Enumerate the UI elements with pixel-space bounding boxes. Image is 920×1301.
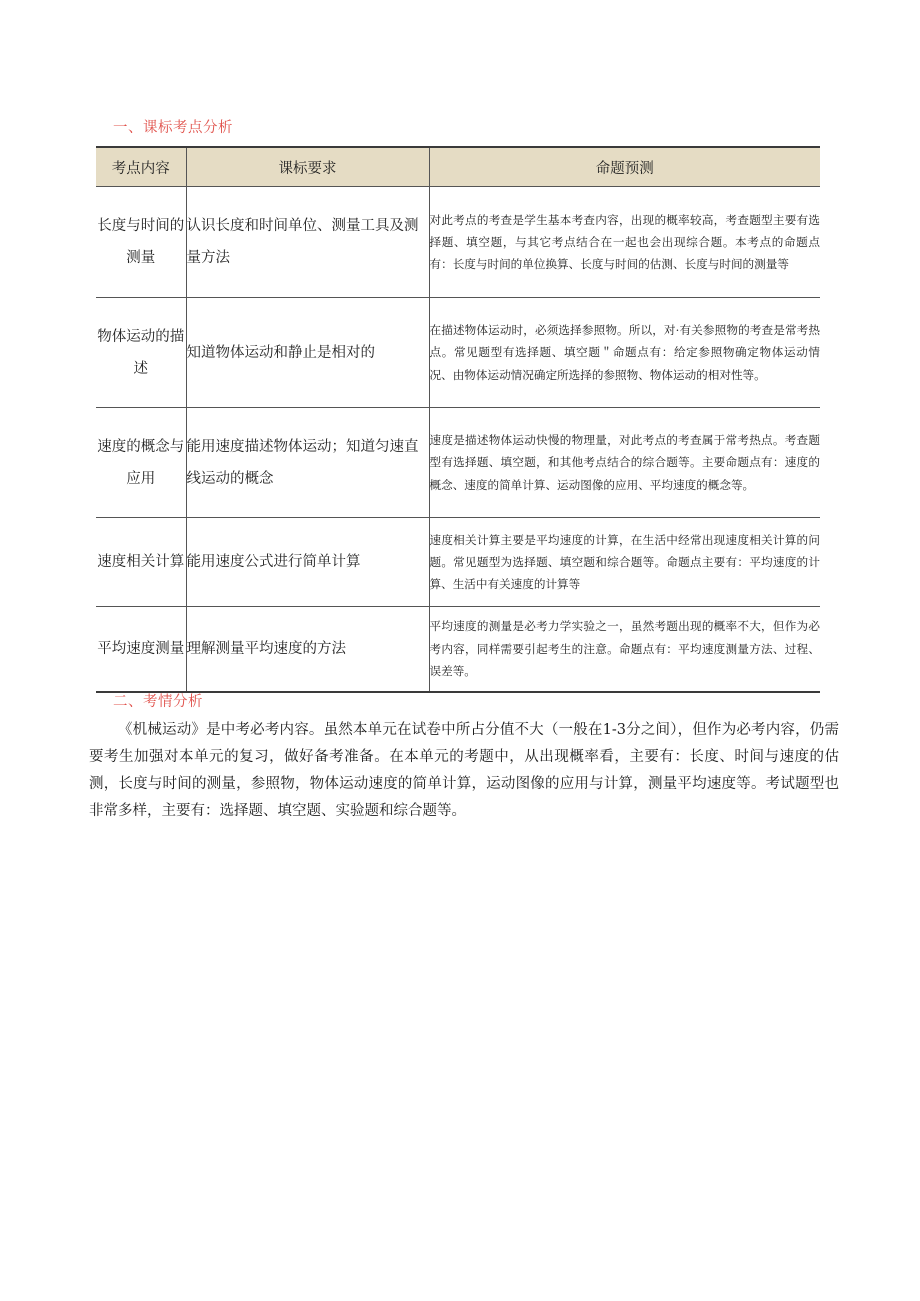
prediction-cell: 速度是描述物体运动快慢的物理量，对此考点的考查属于常考热点。考查题型有选择题、填空题，和其他考点结合的综合题等。主要命题点有：速度的概念、速度的简单计算、运动图像的应用、平均速度的概念等。 [429, 408, 820, 518]
table-row [96, 298, 820, 408]
prediction-cell: 在描述物体运动时，必须选择参照物。所以，对·有关参照物的考查是常考热点。常见题型有选择题、填空题＂命题点有：给定参照物确定物体运动情况、由物体运动情况确定所选择的参照物、物体运动的相对性等。 [429, 298, 820, 408]
header-requirement: 课标要求 [186, 147, 429, 187]
topic-cell: 速度相关计算 [96, 518, 186, 607]
table-row [96, 518, 820, 607]
requirement-cell: 理解测量平均速度的方法 [186, 607, 429, 692]
header-prediction: 命题预测 [429, 147, 820, 187]
table-row [96, 187, 820, 298]
table-header-row [96, 147, 820, 187]
topic-cell: 速度的概念与应用 [96, 408, 186, 518]
topic-cell: 平均速度测量 [96, 607, 186, 692]
requirement-cell: 知道物体运动和静止是相对的 [186, 298, 429, 408]
exam-analysis-paragraph: 《机械运动》是中考必考内容。虽然本单元在试卷中所占分值不大（一般在1-3分之间），但作为必考内容，仍需要考生加强对本单元的复习，做好备考准备。在本单元的考题中，从出现概率看，主要有：长度、时间与速度的估测，长度与时间的测量，参照物，物体运动速度的简单计算，运动图像的应用与计算，测量平均速度等。考试题型也非常多样，主要有：选择题、填空题、实验题和综合题等。 [89, 722, 839, 819]
requirement-cell: 能用速度公式进行简单计算 [186, 518, 429, 607]
table-row [96, 408, 820, 518]
topic-cell: 物体运动的描述 [96, 298, 186, 408]
exam-analysis-table [96, 146, 820, 693]
prediction-cell: 对此考点的考查是学生基本考查内容，出现的概率较高，考查题型主要有选择题、填空题，与其它考点结合在一起也会出现综合题。本考点的命题点有：长度与时间的单位换算、长度与时间的估测、长度与时间的测量等 [429, 187, 820, 298]
topic-cell: 长度与时间的测量 [96, 187, 186, 298]
section-2-title: 二、考情分析 [113, 694, 203, 710]
section-1-title: 一、课标考点分析 [113, 120, 233, 136]
table-row [96, 607, 820, 692]
requirement-cell: 能用速度描述物体运动；知道匀速直线运动的概念 [186, 408, 429, 518]
requirement-cell: 认识长度和时间单位、测量工具及测量方法 [186, 187, 429, 298]
prediction-cell: 平均速度的测量是必考力学实验之一，虽然考题出现的概率不大，但作为必考内容，同样需要引起考生的注意。命题点有：平均速度测量方法、过程、误差等。 [429, 607, 820, 692]
prediction-cell: 速度相关计算主要是平均速度的计算，在生活中经常出现速度相关计算的问题。常见题型为选择题、填空题和综合题等。命题点主要有：平均速度的计算、生活中有关速度的计算等 [429, 518, 820, 607]
header-topic: 考点内容 [96, 147, 186, 187]
